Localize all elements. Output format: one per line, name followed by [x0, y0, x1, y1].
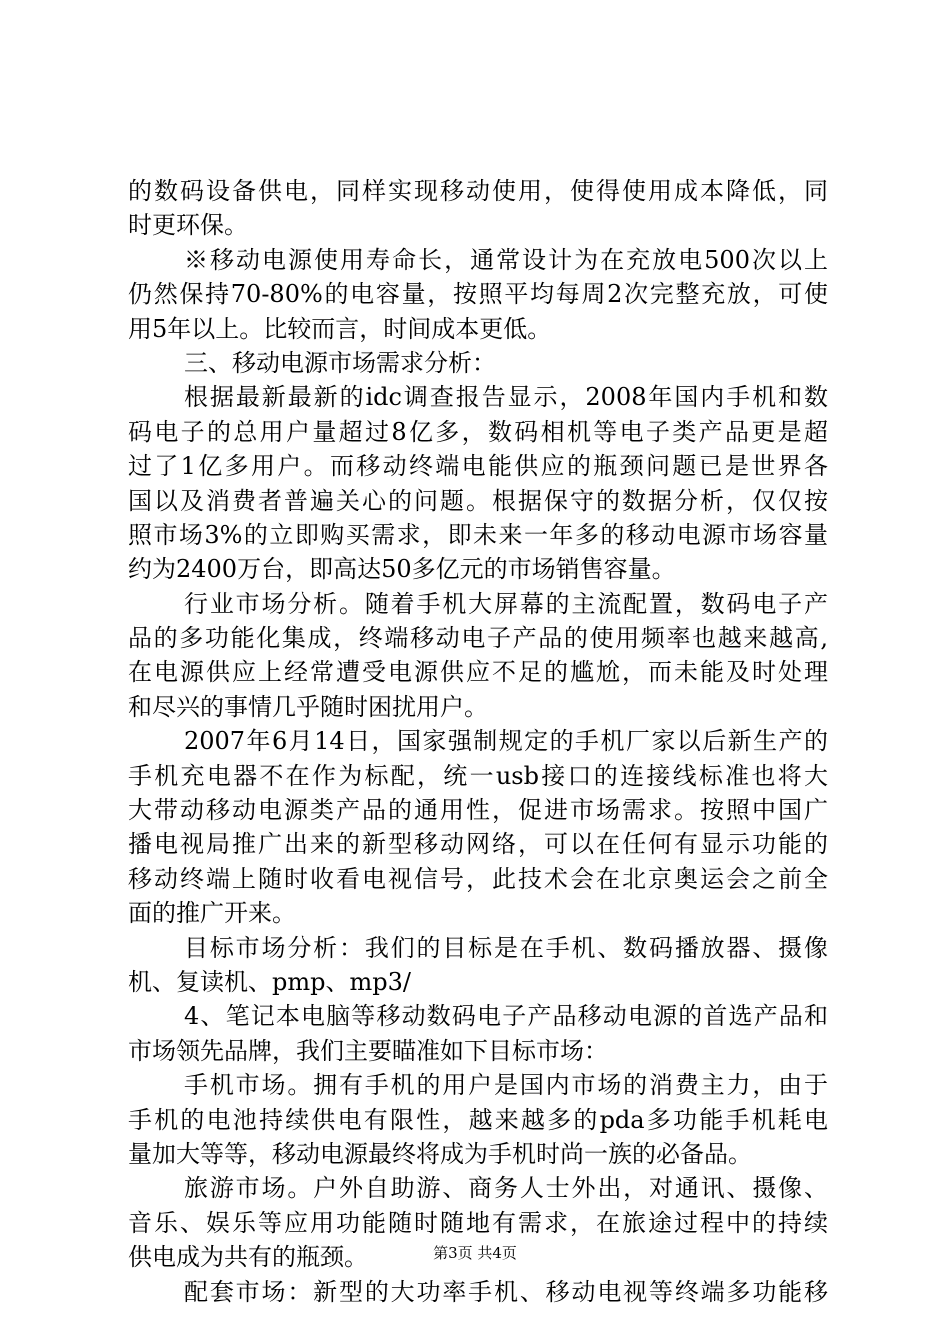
text-line: 大带动移动电源类产品的通用性，促进市场需求。按照中国广 — [128, 796, 828, 825]
text-line: 机、复读机、pmp、mp3/ — [128, 967, 411, 996]
text-line: 手机的电池持续供电有限性，越来越多的pda多功能手机耗电 — [128, 1105, 828, 1134]
text-line: 移动终端上随时收看电视信号，此技术会在北京奥运会之前全 — [128, 864, 828, 893]
text-line: 和尽兴的事情几乎随时困扰用户。 — [128, 692, 488, 721]
text-line: 仍然保持70-80%的电容量，按照平均每周2次完整充放，可使 — [128, 280, 828, 309]
text-line: 量加大等等，移动电源最终将成为手机时尚一族的必备品。 — [128, 1139, 752, 1168]
text-line: 配套市场：新型的大功率手机、移动电视等终端多功能移 — [184, 1277, 828, 1306]
text-line: 面的推广开来。 — [128, 899, 296, 928]
text-line: 用5年以上。比较而言，时间成本更低。 — [128, 314, 552, 343]
page-footer: 第3页 共4页 — [433, 1244, 517, 1262]
text-line: 旅游市场。户外自助游、商务人士外出，对通讯、摄像、 — [184, 1174, 828, 1203]
text-line: 在电源供应上经常遭受电源供应不足的尴尬，而未能及时处理 — [128, 658, 828, 687]
text-line: 行业市场分析。随着手机大屏幕的主流配置，数码电子产 — [184, 589, 828, 618]
text-line: 4、笔记本电脑等移动数码电子产品移动电源的首选产品和 — [184, 1002, 828, 1031]
text-line: 时更环保。 — [128, 211, 248, 240]
text-line: 的数码设备供电，同样实现移动使用，使得使用成本降低，同 — [128, 177, 828, 205]
text-line: 根据最新最新的idc调查报告显示，2008年国内手机和数 — [184, 383, 828, 412]
text-line: 过了1亿多用户。而移动终端电能供应的瓶颈问题已是世界各 — [128, 452, 828, 481]
text-line: 约为2400万台，即高达50多亿元的市场销售容量。 — [128, 555, 676, 584]
text-line: 品的多功能化集成，终端移动电子产品的使用频率也越来越高, — [128, 624, 828, 653]
text-line: 手机市场。拥有手机的用户是国内市场的消费主力，由于 — [184, 1071, 828, 1100]
text-line: ※移动电源使用寿命长，通常设计为在充放电500次以上 — [184, 245, 828, 274]
text-line: 目标市场分析：我们的目标是在手机、数码播放器、摄像 — [184, 933, 828, 962]
text-line: 2007年6月14日，国家强制规定的手机厂家以后新生产的 — [184, 727, 828, 756]
text-line: 手机充电器不在作为标配，统一usb接口的连接线标准也将大 — [128, 761, 828, 790]
text-line: 照市场3%的立即购买需求，即未来一年多的移动电源市场容量 — [128, 520, 828, 549]
text-line: 市场领先品牌，我们主要瞄准如下目标市场： — [128, 1036, 608, 1065]
document-body — [128, 174, 828, 1309]
text-line: 音乐、娱乐等应用功能随时随地有需求，在旅途过程中的持续 — [128, 1208, 828, 1237]
text-line: 三、移动电源市场需求分析： — [184, 348, 496, 377]
text-line: 供电成为共有的瓶颈。 — [128, 1243, 368, 1272]
text-line: 码电子的总用户量超过8亿多，数码相机等电子类产品更是超 — [128, 417, 828, 446]
text-line: 国以及消费者普遍关心的问题。根据保守的数据分析，仅仅按 — [128, 486, 828, 515]
text-line: 播电视局推广出来的新型移动网络，可以在任何有显示功能的 — [128, 830, 828, 859]
